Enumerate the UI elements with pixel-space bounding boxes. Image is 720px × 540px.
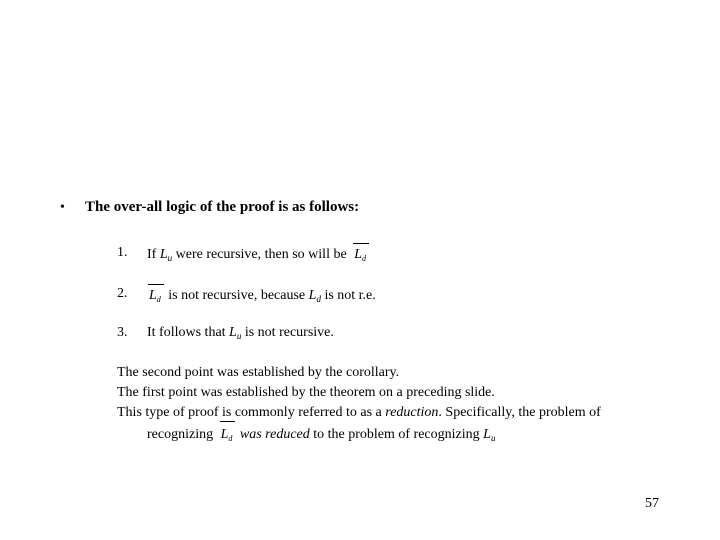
step-2-number: 2.	[117, 286, 128, 301]
paragraph-second-point: The second point was established by the corollary.	[117, 365, 400, 380]
page-number: 57	[645, 496, 659, 511]
l-d-complement-symbol: $L_d$	[149, 288, 161, 304]
slide-heading: The over-all logic of the proof is as follows:	[85, 199, 360, 215]
bullet-marker: •	[60, 200, 65, 215]
paragraph-first-point: The first point was established by the theorem on a preceding slide.	[117, 385, 495, 400]
l-d-complement-symbol: $L_d$	[221, 423, 233, 446]
paragraph-reduction-line2: recognizing $L_d$ was reduced to the problem of recognizing $L_u$	[147, 423, 495, 446]
step-3-number: 3.	[117, 325, 128, 340]
step-2-text: $L_d$ is not recursive, because $L_d$ is not r.e.	[149, 288, 376, 304]
paragraph-reduction-line1: This type of proof is commonly referred to as a reduction. Specifically, the problem of	[117, 405, 601, 420]
step-1-number: 1.	[117, 245, 128, 260]
l-d-complement-symbol: $L_d$	[354, 247, 366, 263]
step-3-text: It follows that $L_u$ is not recursive.	[147, 325, 334, 341]
step-1-text: If $L_u$ were recursive, then so will be $L_d$	[147, 247, 366, 263]
